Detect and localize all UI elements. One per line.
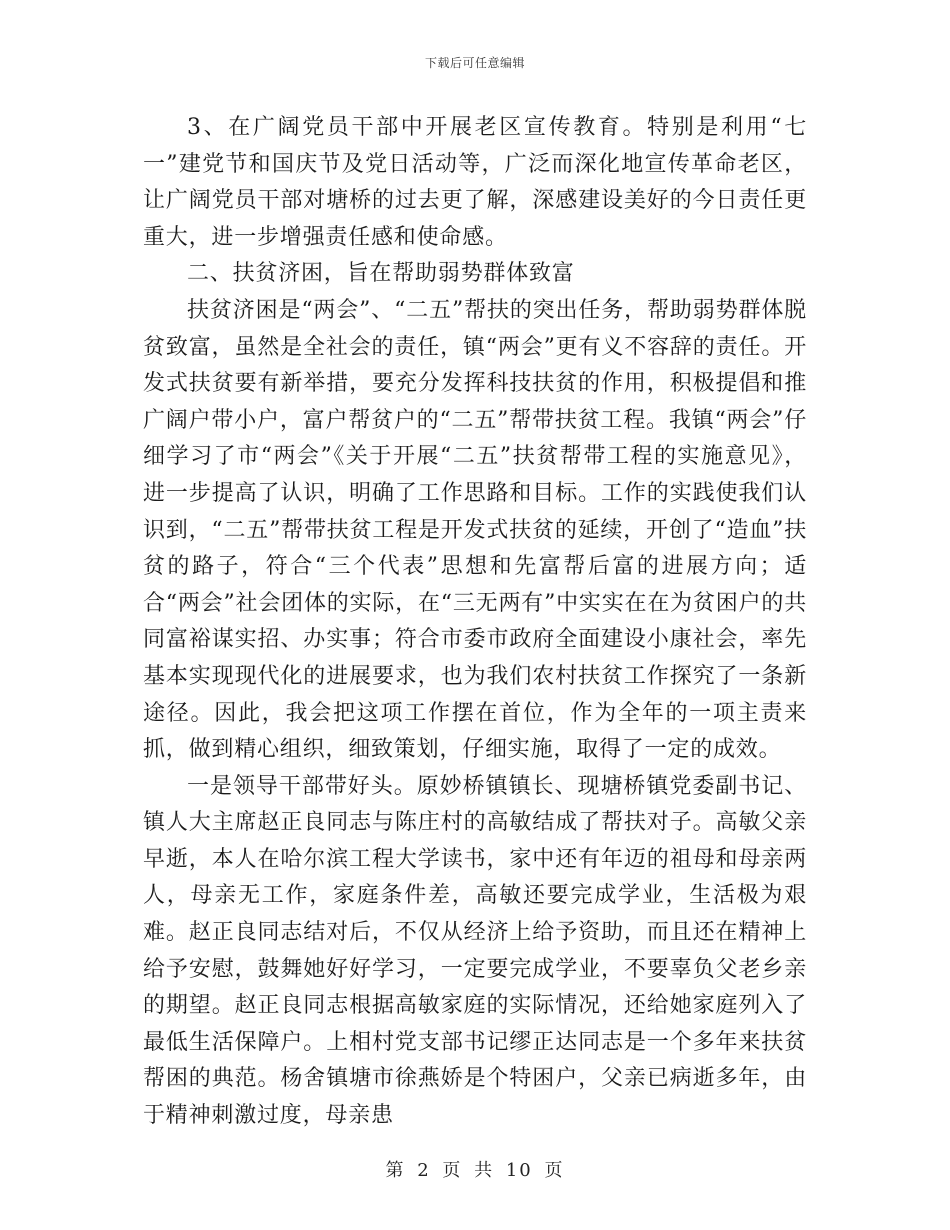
- section-heading: 二、扶贫济困，旨在帮助弱势群体致富: [187, 261, 575, 287]
- page-header: 下载后可任意编辑: [424, 56, 525, 70]
- paragraph-2: 扶贫济困是“两会”、“二五”帮扶的突出任务，帮助弱势群体脱贫致富，虽然是全社会的责任，镇“两会”更有义不容辞的责任。开发式扶贫要有新举措，要充分发挥科技扶贫的作用，积极提倡和推广阔户带小户，富户帮贫户的“二五”帮带扶贫工程。我镇“两会”仔细学习了市“两会”《关于开展“二五”扶贫帮带工程的实施意见》，进一步提高了认识，明确了工作思路和目标。工作的实践使我们认识到，“二五”帮带扶贫工程是开发式扶贫的延续，开创了“造血”扶贫的路子，符合“三个代表”思想和先富帮后富的进展方向；适合“两会”社会团体的实际，在“三无两有”中实实在在为贫困户的共同富裕谋实招、办实事；符合市委市政府全面建设小康社会，率先基本实现现代化的进展要求，也为我们农村扶贫工作探究了一条新途径。因此，我会把这项工作摆在首位，作为全年的一项主责来抓，做到精心组织，细致策划，仔细实施，取得了一定的成效。: [143, 297, 807, 763]
- paragraph-3: 一是领导干部带好头。原妙桥镇镇长、现塘桥镇党委副书记、镇人大主席赵正良同志与陈庄村的高敏结成了帮扶对子。高敏父亲早逝，本人在哈尔滨工程大学读书，家中还有年迈的祖母和母亲两人，母亲无工作，家庭条件差，高敏还要完成学业，生活极为艰难。赵正良同志结对后，不仅从经济上给予资助，而且还在精神上给予安慰，鼓舞她好好学习，一定要完成学业，不要辜负父老乡亲的期望。赵正良同志根据高敏家庭的实际情况，还给她家庭列入了最低生活保障户。上相村党支部书记缪正达同志是一个多年来扶贫帮困的典范。杨舍镇塘市徐燕娇是个特困户，父亲已病逝多年，由于精神刺激过度，母亲患: [143, 773, 807, 1129]
- page-footer: 第 2 页 共 10 页: [385, 1160, 565, 1181]
- document-body: [143, 110, 807, 1135]
- paragraph-1: 3、在广阔党员干部中开展老区宣传教育。特别是利用“七一”建党节和国庆节及党日活动等，广泛而深化地宣传革命老区，让广阔党员干部对塘桥的过去更了解，深感建设美好的今日责任更重大，进一步增强责任感和使命感。: [143, 115, 807, 250]
